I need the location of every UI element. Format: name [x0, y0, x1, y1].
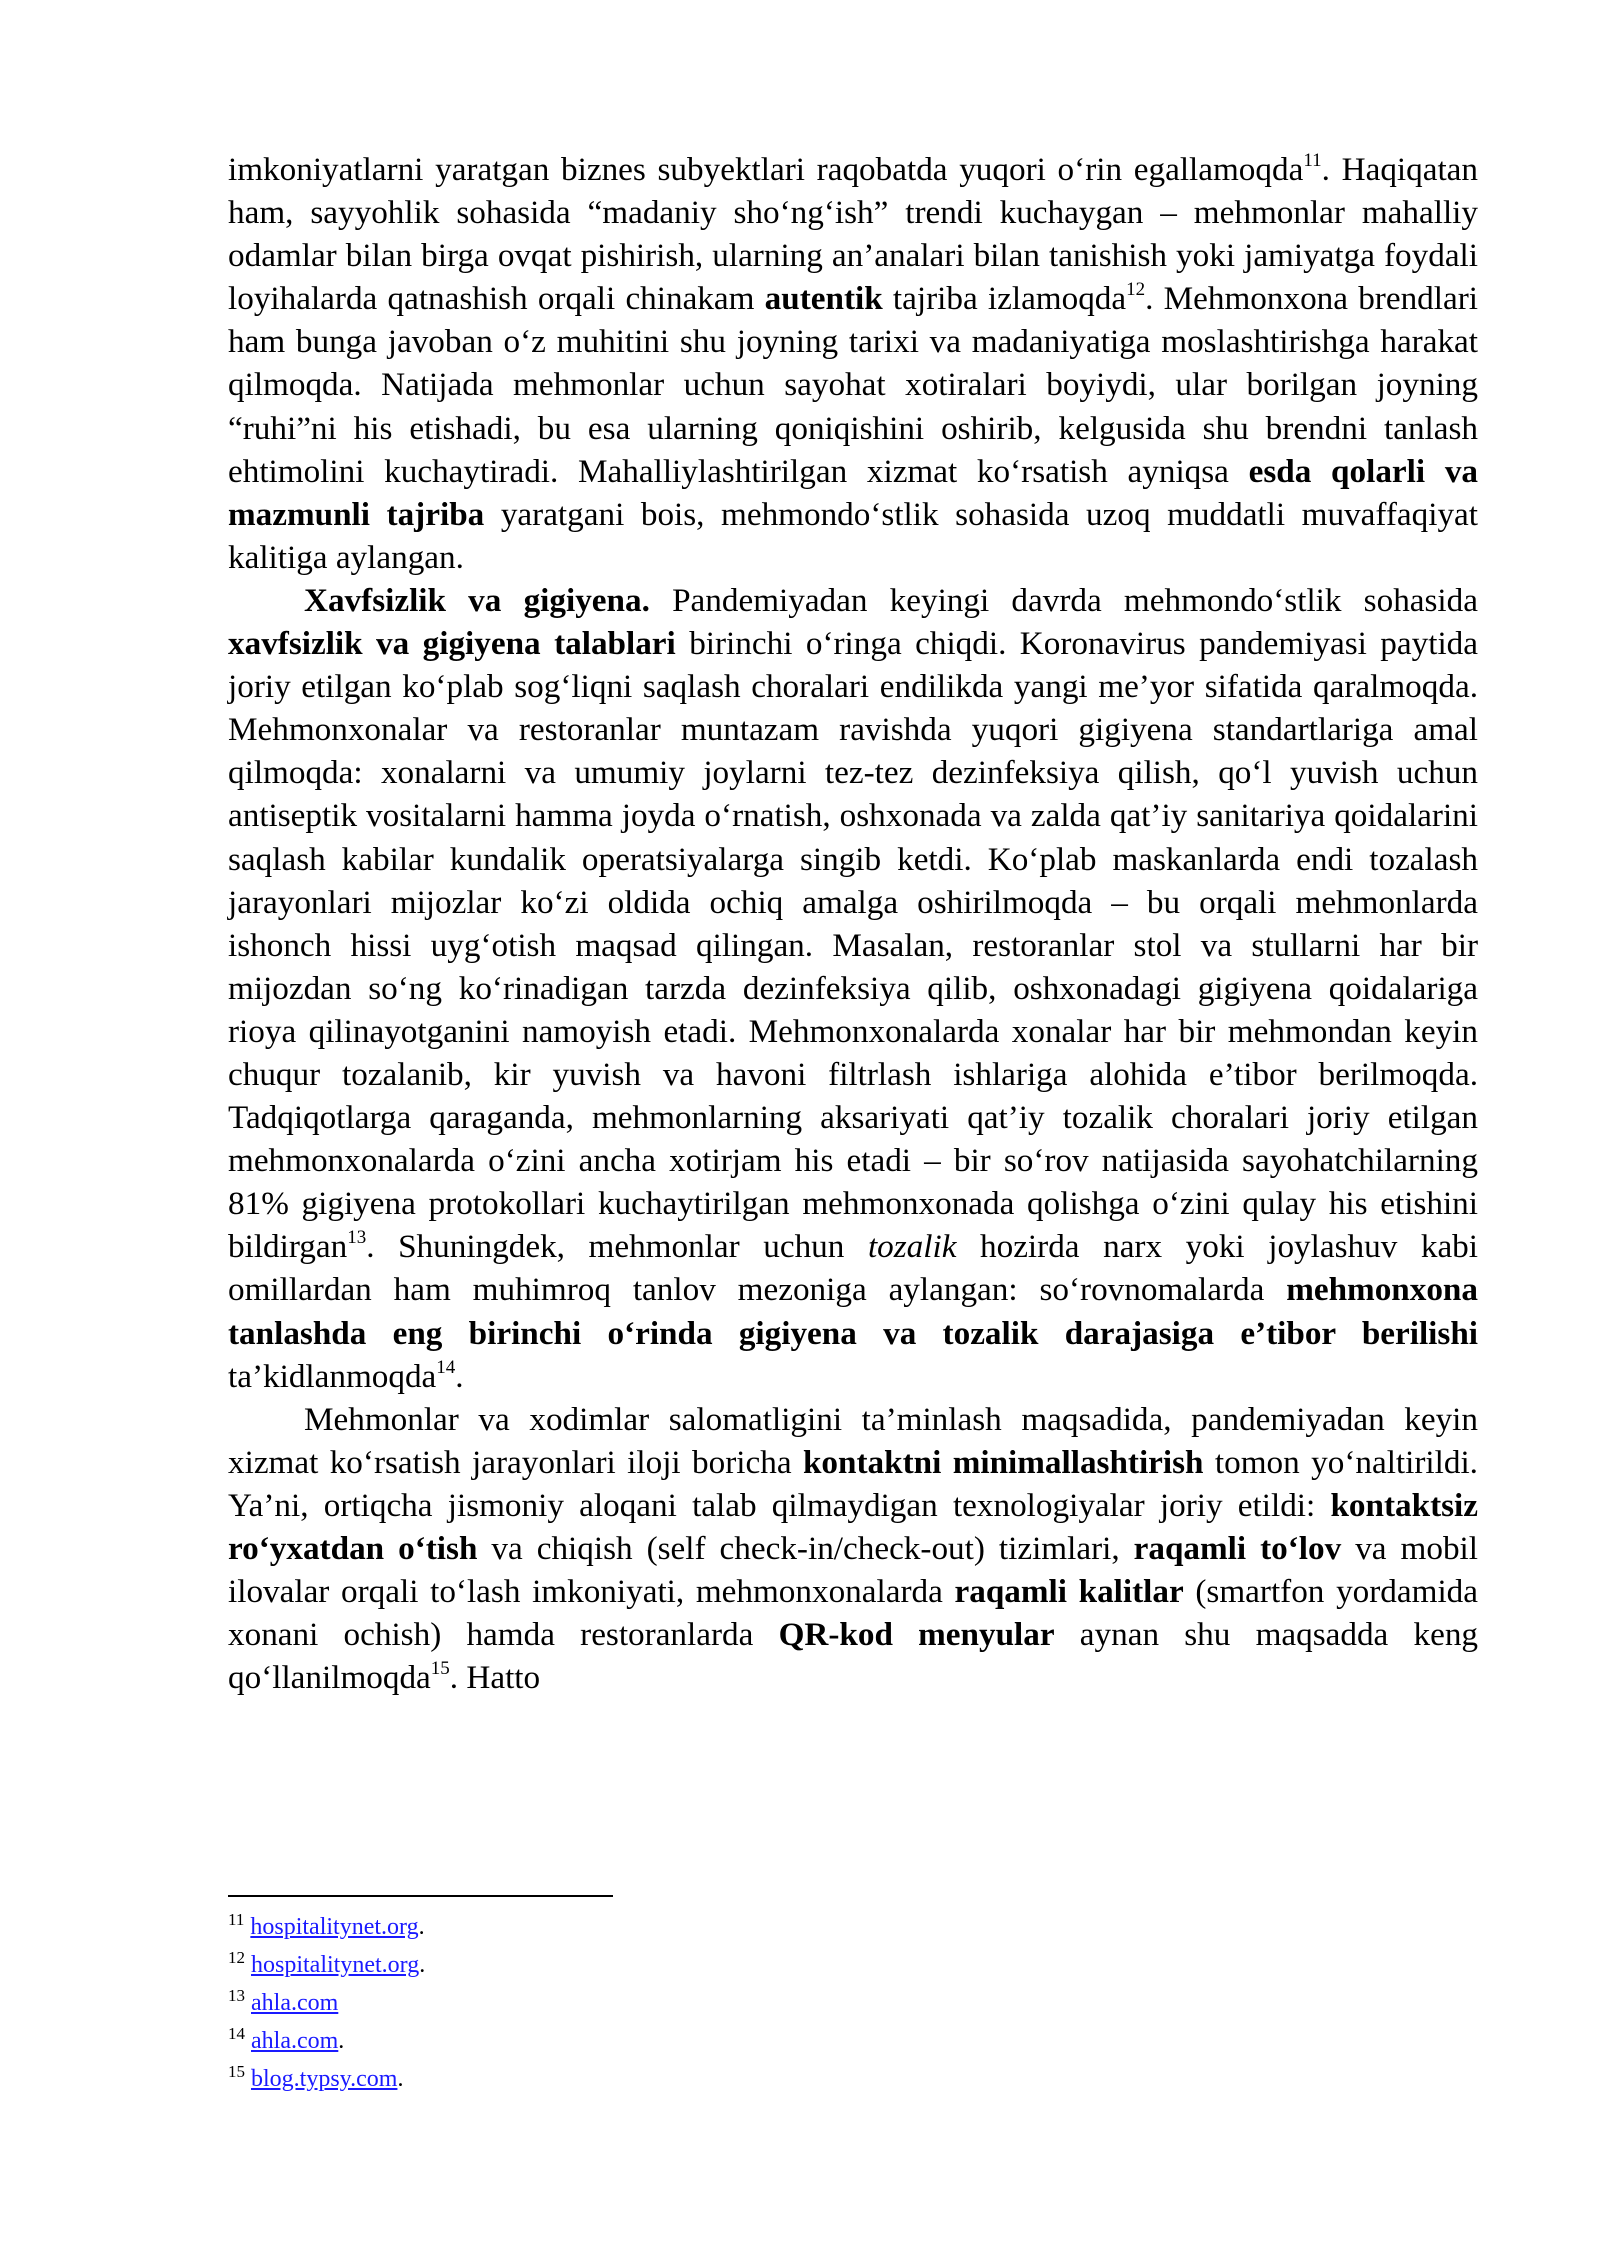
footnotes: [228, 1908, 1228, 2098]
text-run: tomon yo‘naltirildi. Ya’ni, ortiqcha jismoniy aloqani talab qilmaydigan texnologiyalar joriy etildi:: [228, 1443, 1478, 1524]
text-run: va chiqish (self check-in/check-out) tizimlari,: [477, 1530, 1134, 1567]
footnote-item: [228, 1984, 1228, 2022]
footnote-item: [228, 2022, 1228, 2060]
footnote-link[interactable]: blog.typsy.com: [251, 2066, 398, 2092]
footnote-ref: 12: [1126, 279, 1146, 301]
footnote-number: 12: [228, 1948, 245, 1967]
footnote-separator: [228, 1895, 613, 1897]
footnote-punctuation: .: [419, 1952, 426, 1978]
text-run: (smartfon yordamida xonani ochish) hamda restoranlarda: [228, 1573, 1478, 1654]
footnote-item: [228, 1946, 1228, 1984]
text-run: Pandemiyadan keyingi davrda mehmondo‘stlik sohasida: [649, 581, 1478, 619]
body-text: [228, 148, 1478, 1699]
italic-text: tozalik: [867, 1228, 957, 1266]
footnote-ref: 15: [430, 1658, 450, 1680]
text-run: .: [455, 1357, 464, 1395]
footnote-item: [228, 2060, 1228, 2098]
bold-text: Xavfsizlik va gigiyena.: [304, 581, 650, 619]
bold-text: raqamli kalitlar: [954, 1573, 1184, 1611]
text-run: . Hatto: [449, 1659, 541, 1697]
bold-text: mehmonxona tanlashda eng birinchi o‘rinda gigiyena va tozalik darajasiga e’tibor berilishi: [228, 1271, 1478, 1352]
paragraph: [228, 148, 1478, 579]
text-run: tajriba izlamoqda: [882, 280, 1127, 318]
bold-text: kontaktni minimallashtirish: [802, 1443, 1204, 1481]
footnote-ref: 13: [347, 1227, 367, 1249]
footnote-punctuation: .: [338, 2028, 345, 2054]
footnote-punctuation: .: [397, 2066, 404, 2092]
footnote-link[interactable]: hospitalitynet.org: [250, 1914, 419, 1940]
footnote-number: 14: [228, 2024, 245, 2043]
bold-text: QR-kod menyular: [778, 1616, 1055, 1654]
paragraph: [228, 1398, 1478, 1700]
footnote-number: 13: [228, 1986, 245, 2005]
text-run: . Mehmonxona brendlari ham bunga javoban o‘z muhitini shu joyning tarixi va madaniyatiga moslashtirishga harakat qilmoqda. Natijada mehmonlar uchun sayohat xotiralari boyiydi, ular borilgan joyning “ruhi”ni his etishadi, bu esa ularning qoniqishini oshirib, kelgusida shu brendni tanlash ehtimolini kuchaytiradi. Mahalliylashtirilgan xizmat ko‘rsatish ayniqsa: [228, 280, 1478, 490]
bold-text: xavfsizlik va gigiyena talablari: [228, 625, 676, 663]
footnote-punctuation: .: [418, 1914, 425, 1940]
text-run: yaratgani bois, mehmondo‘stlik sohasida uzoq muddatli muvaffaqiyat kalitiga aylangan.: [228, 495, 1478, 576]
bold-text: raqamli to‘lov: [1133, 1530, 1342, 1567]
text-run: Mehmonlar va xodimlar salomatligini ta’minlash maqsadida, pandemiyadan keyin xizmat ko‘rsatish jarayonlari iloji boricha: [228, 1400, 1478, 1481]
text-run: birinchi o‘ringa chiqdi. Koronavirus pandemiyasi paytida joriy etilgan ko‘plab sog‘liqni saqlash choralari endilikda yangi me’yor sifatida qaralmoqda. Mehmonxonalar va restoranlar muntazam ravishda yuqori gigiyena standartlariga amal qilmoqda: xonalarni va umumiy joylarni tez-tez dezinfeksiya qilish, qo‘l yuvish uchun antiseptik vositalarni hamma joyda o‘rnatish, oshxonada va zalda qat’iy sanitariya qoidalarini saqlash kabilar kundalik operatsiyalarga singib ketdi. Ko‘plab maskanlarda endi tozalash jarayonlari mijozlar ko‘zi oldida ochiq amalga oshirilmoqda – bu orqali mehmonlarda ishonch hissi uyg‘otish maqsad qilingan. Masalan, restoranlar stol va stullarni har bir mijozdan so‘ng ko‘rinadigan tarzda dezinfeksiya qilib, oshxonadagi gigiyena qoidalariga rioya qilinayotganini namoyish etadi. Mehmonxonalarda xonalar har bir mehmondan keyin chuqur tozalanib, kir yuvish va havoni filtrlash ishlariga alohida e’tibor berilmoqda. Tadqiqotlarga qaraganda, mehmonlarning aksariyati qat’iy tozalik choralari joriy etilgan mehmonxonalarda o‘zini ancha xotirjam his etadi – bir so‘rov natijasida sayohatchilarning 81% gigiyena protokollari kuchaytirilgan mehmonxonada qolishga o‘zini qulay his etishini bildirgan: [228, 625, 1478, 1266]
footnote-link[interactable]: hospitalitynet.org: [251, 1952, 420, 1978]
footnote-number: 11: [228, 1910, 245, 1929]
footnote-link[interactable]: ahla.com: [251, 2028, 339, 2054]
paragraph: [228, 579, 1478, 1398]
text-run: imkoniyatlarni yaratgan biznes subyektlari raqobatda yuqori o‘rin egallamoqda: [228, 151, 1304, 188]
bold-text: autentik: [764, 280, 883, 318]
footnote-link[interactable]: ahla.com: [251, 1990, 339, 2016]
footnote-ref: 11: [1303, 149, 1322, 171]
bold-text: kontaktsiz ro‘yxatdan o‘tish: [228, 1486, 1478, 1567]
text-run: va mobil ilovalar orqali to‘lash imkoniyati, mehmonxonalarda: [228, 1530, 1478, 1611]
text-run: aynan shu maqsadda keng qo‘llanilmoqda: [228, 1616, 1479, 1697]
text-run: ta’kidlanmoqda: [228, 1357, 437, 1395]
bold-text: esda qolarli va mazmunli tajriba: [228, 452, 1479, 533]
text-run: . Haqiqatan ham, sayyohlik sohasida “madaniy sho‘ng‘ish” trendi kuchaygan – mehmonlar mahalliy odamlar bilan birga ovqat pishirish, ularning an’analari bilan tanishish yoki jamiyatga foydali loyihalarda qatnashish orqali chinakam: [228, 151, 1478, 318]
footnote-item: [228, 1908, 1228, 1946]
footnote-number: 15: [228, 2062, 245, 2081]
footnote-ref: 14: [436, 1356, 456, 1378]
text-run: . Shuningdek, mehmonlar uchun: [366, 1228, 868, 1266]
text-run: hozirda narx yoki joylashuv kabi omillardan ham muhimroq tanlov mezoniga aylangan: so‘rovnomalarda: [228, 1228, 1478, 1309]
